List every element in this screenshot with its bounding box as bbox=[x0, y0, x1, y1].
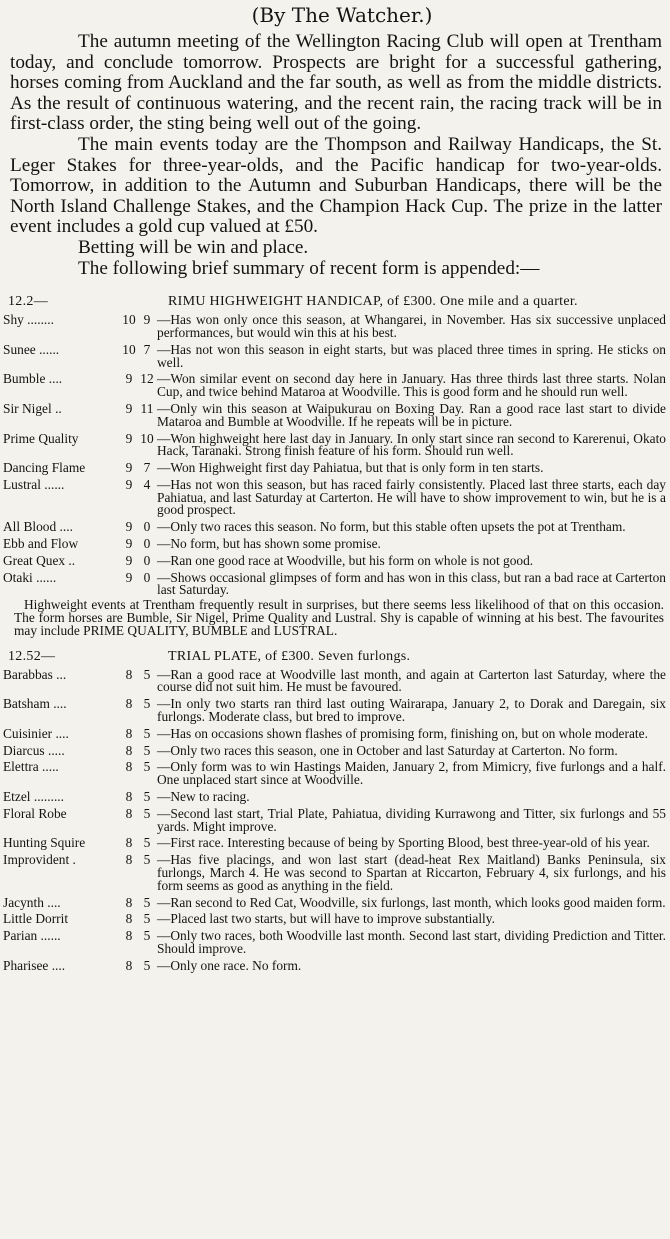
weight-stones: 8 bbox=[125, 759, 133, 775]
weight-stones: 9 bbox=[125, 476, 133, 492]
race-title: TRIAL PLATE, of £300. Seven furlongs. bbox=[168, 648, 411, 664]
weight-stones: 8 bbox=[125, 666, 133, 682]
weight-stones: 10 bbox=[122, 341, 136, 357]
weight-stones: 9 bbox=[125, 536, 133, 552]
horse-entry bbox=[0, 569, 670, 598]
weight-pounds: 0 bbox=[143, 536, 151, 552]
intro-text bbox=[10, 32, 662, 279]
weight-pounds: 5 bbox=[143, 742, 151, 758]
weight-stones: 9 bbox=[125, 460, 133, 476]
horse-entry bbox=[0, 476, 670, 518]
race-time: 12.2— bbox=[8, 294, 48, 310]
horse-entry bbox=[0, 854, 670, 892]
weight-stones: 8 bbox=[125, 742, 133, 758]
horse-entry bbox=[0, 837, 670, 850]
horse-name: Sunee ...... bbox=[3, 341, 60, 357]
weight-pounds: 0 bbox=[143, 552, 151, 568]
form-comment: —Second last start, Trial Plate, Pahiatua, dividing Kurrawong and Titter, six furlongs and 55 yards. Might improve. bbox=[157, 805, 666, 834]
weight-pounds: 5 bbox=[143, 928, 151, 944]
intro-paragraph: The autumn meeting of the Wellington Racing Club will open at Trentham today, and conclude tomorrow. Prospects are bright for a successful gathering, horses coming from Auckland and the far south, as well as from the middle districts. As the result of continuous watering, and the recent rain, the racing track will be in first-class order, the sting being well out of the going. bbox=[10, 31, 662, 135]
horse-entry bbox=[0, 761, 670, 787]
horse-name: Etzel ......... bbox=[3, 789, 64, 805]
horse-name: Ebb and Flow bbox=[3, 536, 79, 552]
horse-name: Pharisee .... bbox=[3, 957, 66, 973]
horse-name: Jacynth .... bbox=[3, 894, 61, 910]
weight-pounds: 5 bbox=[143, 835, 151, 851]
weight-pounds: 10 bbox=[140, 430, 154, 446]
horse-name: Little Dorrit bbox=[3, 911, 69, 927]
form-comment: —Won highweight here last day in January. In only start since ran second to Karerenui, Okato Hack, Taranaki. Strong finish feature of his form. Should run well. bbox=[157, 430, 666, 459]
intro-paragraph: The main events today are the Thompson and Railway Handicaps, the St. Leger Stakes for three-year-olds, and the Pacific handicap for two-year-olds. Tomorrow, in addition to the Autumn and Suburban Handicaps, there will be the North Island Challenge Stakes, and the Champion Hack Cup. The prize in the latter event includes a gold cup valued at £50. bbox=[10, 133, 662, 238]
horse-entry bbox=[0, 791, 670, 804]
horse-entry bbox=[0, 805, 670, 834]
form-comment: —Has on occasions shown flashes of promising form, finishing on, but on whole moderate. bbox=[157, 725, 648, 741]
race-trial-plate bbox=[0, 648, 670, 973]
race-entries bbox=[0, 666, 670, 973]
horse-name: Dancing Flame bbox=[3, 460, 86, 476]
form-comment: —Only two races this season. No form, but this stable often upsets the pot at Trentham. bbox=[157, 519, 626, 535]
horse-name: Floral Robe bbox=[3, 805, 67, 821]
form-comment: —Ran one good race at Woodville, but his form on whole is not good. bbox=[157, 552, 534, 568]
horse-name: Great Quex .. bbox=[3, 552, 76, 568]
weight-pounds: 5 bbox=[143, 725, 151, 741]
weight-pounds: 5 bbox=[143, 759, 151, 775]
weight-pounds: 5 bbox=[143, 666, 151, 682]
weight-pounds: 9 bbox=[143, 312, 151, 328]
weight-pounds: 0 bbox=[143, 519, 151, 535]
weight-stones: 8 bbox=[125, 789, 133, 805]
weight-pounds: 4 bbox=[143, 476, 151, 492]
weight-pounds: 5 bbox=[143, 852, 151, 868]
horse-name: Parian ...... bbox=[3, 928, 61, 944]
horse-name: Sir Nigel .. bbox=[3, 400, 62, 416]
form-comment: —Placed last two starts, but will have to improve substantially. bbox=[157, 911, 495, 927]
horse-entry bbox=[0, 666, 670, 695]
weight-stones: 8 bbox=[125, 696, 133, 712]
weight-stones: 9 bbox=[125, 519, 133, 535]
weight-pounds: 5 bbox=[143, 911, 151, 927]
weight-stones: 8 bbox=[125, 957, 133, 973]
horse-name: Diarcus ..... bbox=[3, 742, 65, 758]
weight-pounds: 5 bbox=[143, 957, 151, 973]
form-comment: —Has not won this season in eight starts, but was placed three times in spring. He sticks on well. bbox=[157, 341, 666, 370]
form-comment: —Only form was to win Hastings Maiden, January 2, from Mimicry, five furlongs and a half. One unplaced start since at Woodville. bbox=[157, 759, 666, 788]
weight-pounds: 12 bbox=[140, 371, 154, 387]
weight-stones: 8 bbox=[125, 805, 133, 821]
weight-stones: 9 bbox=[125, 371, 133, 387]
form-comment: —Won Highweight first day Pahiatua, but that is only form in ten starts. bbox=[157, 460, 544, 476]
horse-name: Batsham .... bbox=[3, 696, 67, 712]
form-comment: —Only two races this season, one in October and last Saturday at Carterton. No form. bbox=[157, 742, 618, 758]
form-comment: —Has won only once this season, at Whangarei, in November. Has six successive unplaced performances, but would win this at his best. bbox=[157, 312, 666, 340]
horse-name: Shy ........ bbox=[3, 312, 54, 328]
form-comment: —In only two starts ran third last outing Wairarapa, January 2, to Dorak and Daregain, six furlongs. Moderate class, but bred to improve. bbox=[157, 696, 666, 725]
weight-pounds: 11 bbox=[140, 400, 154, 416]
race-summary-note: Highweight events at Trentham frequently result in surprises, but there seems less likelihood of that on this occasion. The form horses are Bumble, Sir Nigel, Prime Quality and Lustral. Shy is capable of winning at his best. The favourites may include PRIME QUALITY, BUMBLE and LUSTRAL. bbox=[14, 597, 664, 638]
weight-stones: 9 bbox=[125, 569, 133, 585]
horse-entry bbox=[0, 341, 670, 370]
weight-stones: 10 bbox=[122, 312, 136, 328]
horse-name: Improvident . bbox=[3, 852, 76, 868]
horse-entry bbox=[0, 725, 670, 741]
weight-stones: 9 bbox=[125, 552, 133, 568]
race-title: RIMU HIGHWEIGHT HANDICAP, of £300. One mile and a quarter. bbox=[168, 294, 578, 310]
weight-pounds: 0 bbox=[143, 569, 151, 585]
weight-pounds: 5 bbox=[143, 696, 151, 712]
horse-name: Hunting Squire bbox=[3, 835, 86, 851]
horse-name: Bumble .... bbox=[3, 371, 63, 387]
weight-stones: 8 bbox=[125, 725, 133, 741]
horse-entry bbox=[0, 930, 670, 956]
intro-paragraph: Betting will be win and place. bbox=[78, 236, 309, 258]
horse-entry bbox=[0, 913, 670, 926]
horse-entry bbox=[0, 894, 670, 910]
weight-stones: 8 bbox=[125, 852, 133, 868]
form-comment: —Has not won this season, but has raced fairly consistently. Placed last three starts, each day Pahiatua, and last Saturday at Carterton. He will have to show improvement to win, but he is a good prospect. bbox=[157, 476, 666, 518]
race-entries bbox=[0, 314, 670, 597]
horse-entry bbox=[0, 314, 670, 340]
form-comment: —Only one race. No form. bbox=[157, 957, 302, 973]
horse-entry bbox=[0, 552, 670, 568]
race-rimu-highweight bbox=[0, 293, 670, 638]
horse-name: All Blood .... bbox=[3, 519, 73, 535]
horse-name: Barabbas ... bbox=[3, 666, 67, 682]
weight-pounds: 5 bbox=[143, 789, 151, 805]
horse-name: Cuisinier .... bbox=[3, 725, 69, 741]
weight-stones: 8 bbox=[125, 835, 133, 851]
form-comment: —Ran second to Red Cat, Woodville, six furlongs, last month, which looks good maiden form. bbox=[157, 894, 666, 910]
horse-entry bbox=[0, 521, 670, 534]
horse-entry bbox=[0, 462, 670, 475]
weight-stones: 8 bbox=[125, 894, 133, 910]
form-comment: —Ran a good race at Woodville last month, and again at Carterton last Saturday, where the course did not suit him. He must be favoured. bbox=[157, 666, 666, 695]
horse-entry bbox=[0, 430, 670, 459]
horse-entry bbox=[0, 742, 670, 758]
horse-entry bbox=[0, 400, 670, 429]
race-header bbox=[0, 293, 670, 310]
weight-pounds: 5 bbox=[143, 894, 151, 910]
form-comment: —New to racing. bbox=[157, 789, 250, 805]
horse-name: Prime Quality bbox=[3, 430, 79, 446]
race-time: 12.52— bbox=[8, 648, 56, 664]
form-comment: —Only win this season at Waipukurau on Boxing Day. Ran a good race last start to divide Mataroa and Bumble at Woodville. If he repeats will be in picture. bbox=[157, 400, 666, 429]
form-comment: —Shows occasional glimpses of form and has won in this class, but ran a bad race at Carterton last Saturday. bbox=[157, 569, 666, 598]
form-comment: —No form, but has shown some promise. bbox=[157, 536, 381, 552]
horse-name: Elettra ..... bbox=[3, 759, 59, 775]
weight-stones: 8 bbox=[125, 911, 133, 927]
form-comment: —First race. Interesting because of being by Sporting Blood, best three-year-old of his year. bbox=[157, 835, 650, 851]
weight-stones: 9 bbox=[125, 430, 133, 446]
weight-pounds: 5 bbox=[143, 805, 151, 821]
byline: (By The Watcher.) bbox=[251, 3, 433, 27]
weight-stones: 9 bbox=[125, 400, 133, 416]
form-comment: —Only two races, both Woodville last month. Second last start, dividing Prediction and Titter. Should improve. bbox=[157, 928, 666, 956]
weight-pounds: 7 bbox=[143, 341, 151, 357]
horse-entry bbox=[0, 373, 670, 399]
horse-name: Lustral ...... bbox=[3, 476, 65, 492]
form-comment: —Won similar event on second day here in January. Has three thirds last three starts. Nolan Cup, and twice behind Mataroa at Woodville. This is good form and he should run well. bbox=[157, 371, 666, 400]
weight-stones: 8 bbox=[125, 928, 133, 944]
race-header bbox=[0, 648, 670, 665]
horse-entry bbox=[0, 538, 670, 551]
horse-name: Otaki ...... bbox=[3, 569, 57, 585]
horse-entry bbox=[0, 698, 670, 724]
weight-pounds: 7 bbox=[143, 460, 151, 476]
intro-paragraph: The following brief summary of recent form is appended:— bbox=[78, 257, 540, 279]
horse-entry bbox=[0, 957, 670, 973]
form-comment: —Has five placings, and won last start (dead-heat Rex Maitland) Banks Peninsula, six furlongs, March 4. He was second to Spartan at Riccarton, February 4, six furlongs, and his form seems as good as anything in the field. bbox=[157, 852, 666, 893]
